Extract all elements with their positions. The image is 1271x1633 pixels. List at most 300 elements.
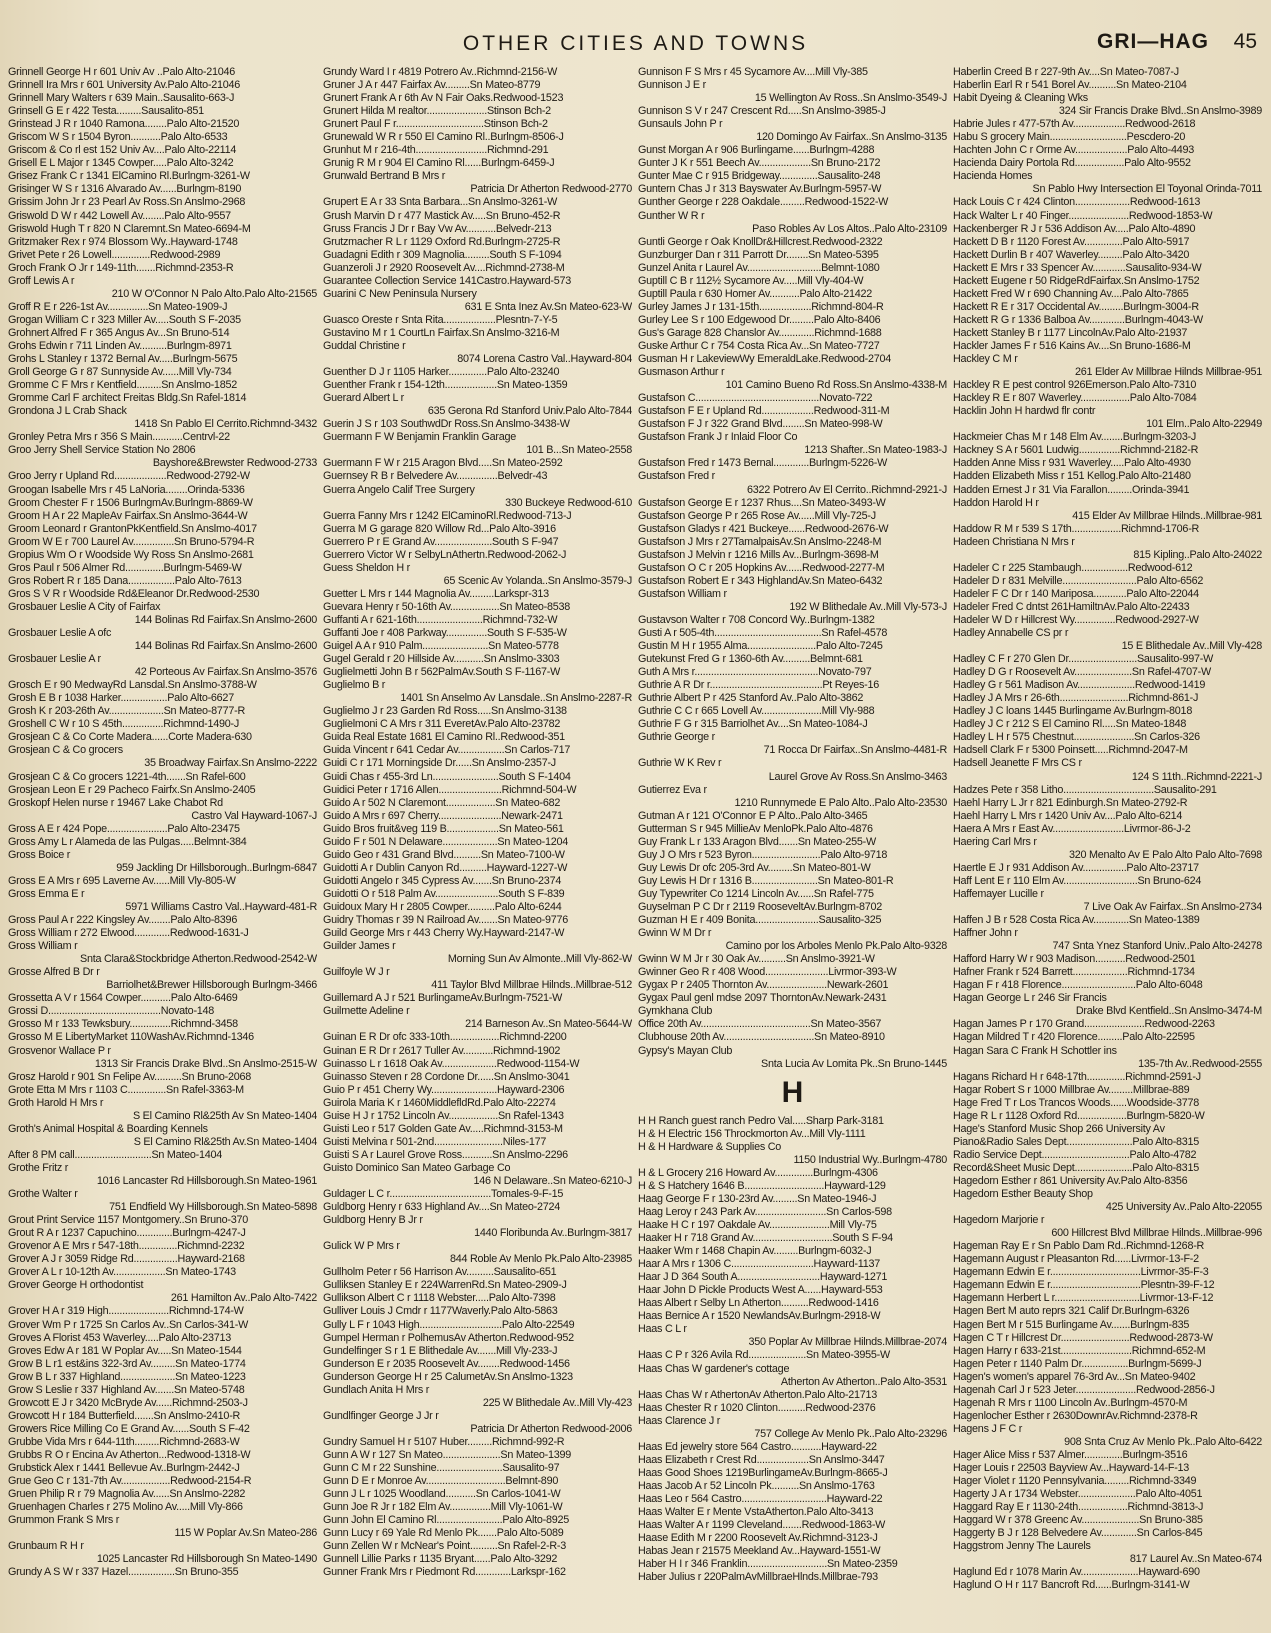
listing-entry: Haar John D Pickle Products West A......Hayward-553 [638, 1284, 883, 1297]
listing-entry: Gusti A r 505-4th.......................................Sn Rafel-4578 [638, 627, 888, 640]
listing-entry: Record&Sheet Music Dept.....................Palo Alto-8315 [953, 1161, 1199, 1174]
listing-entry: Growcott H r 184 Butterfield.......Sn Anslmo-2410-R [8, 1409, 241, 1422]
listing-entry: Gustafson Robert E r 343 HighlandAv.Sn Mateo-6432 [638, 574, 883, 587]
listing-entry: Hagenlocher Esther r 2630DownrAv.Richmnd-2378-R [953, 1409, 1198, 1422]
listing-entry: Grosvenor Wallace P r [8, 1044, 111, 1057]
listing-entry: Hagedorn Esther Beauty Shop [953, 1188, 1093, 1201]
listing-entry: Grover H A r 319 High......................Richmnd-174-W [8, 1305, 244, 1318]
listing-entry: 1418 Sn Pablo El Cerrito.Richmnd-3432 [134, 418, 317, 431]
listing-entry: Hadeler W D r Hillcrest Wy...............Redwood-2927-W [953, 613, 1199, 626]
listing-entry: Gundry Samuel H r 5107 Huber.........Richmnd-992-R [323, 1435, 565, 1448]
listing-entry: Hackett D B r 1120 Forest Av..............Palo Alto-5917 [953, 235, 1190, 248]
listing-entry: Guinasso L r 1618 Oak Av....................Redwood-1154-W [323, 1057, 580, 1070]
listing-entry: 415 Elder Av Millbrae Hilnds..Millbrae-981 [1072, 509, 1262, 522]
listing-entry: 425 University Av..Palo Alto-22055 [1105, 1201, 1262, 1214]
listing-entry: Grummon Frank S Mrs r [8, 1514, 120, 1527]
listing-entry: Grinnell Mary Walters r 639 Main..Sausalito-663-J [8, 92, 235, 105]
listing-entry: Hagedorn Esther r 861 University Av.Palo Alto-8356 [953, 1174, 1188, 1187]
listing-entry: Hadeler C r 225 Stambaugh.................Redwood-612 [953, 561, 1193, 574]
listing-entry: Griscom & Co rl est 152 Univ Av....Palo Alto-22114 [8, 144, 237, 157]
listing-entry: Hadsell Jeanette F Mrs CS r [953, 757, 1082, 770]
listing-entry: Gros S V R r Woodside Rd&Eleanor Dr.Redwood-2530 [8, 587, 260, 600]
listing-entry: Grosh E B r 1038 Harker.................Palo Alto-6627 [8, 692, 234, 705]
listing-entry: Guido F r 501 N Delaware....................Sn Mateo-1204 [323, 835, 568, 848]
listing-entry: Gunn Zellen W r McNear's Point..........Sn Rafel-2-R-3 [323, 1540, 566, 1553]
listing-entry: Haglund Ed r 1078 Marin Av.....................Hayward-690 [953, 1566, 1200, 1579]
listing-entry: Morning Sun Av Almonte..Mill Vly-862-W [447, 953, 632, 966]
listing-entry: Hagen Bert M r 515 Burlingame Av.......Burlngm-835 [953, 1318, 1190, 1331]
listing-entry: Guido Bros fruit&veg 119 B...................Sn Mateo-561 [323, 822, 564, 835]
listing-entry: Gross William r [8, 940, 78, 953]
listing-entry: Hadley Annabelle CS pr r [953, 627, 1069, 640]
listing-entry: Gullholm Peter r 56 Harrison Av..........Sausalito-651 [323, 1266, 557, 1279]
listing-entry: Hage R L r 1128 Oxford Rd..................Burlngm-5820-W [953, 1109, 1205, 1122]
listing-entry: Office 20th Av........................................Sn Mateo-3567 [638, 1018, 882, 1031]
listing-entry: Guinasso Steven r 28 Cordone Dr......Sn Anslmo-3041 [323, 1070, 570, 1083]
listing-entry: Grout Print Service 1157 Montgomery..Sn Bruno-370 [8, 1214, 249, 1227]
listing-entry: Snta Clara&Stockbridge Atherton.Redwood-2542-W [80, 953, 317, 966]
listing-entry: Guermann F W r 215 Aragon Blvd.....Sn Mateo-2592 [323, 457, 563, 470]
listing-entry: Guntli George r Oak KnollDr&Hillcrest.Redwood-2322 [638, 235, 883, 248]
listing-entry: Guisti S A r Laurel Grove Ross...........Sn Anslmo-2296 [323, 1148, 568, 1161]
listing-entry: H & S Hatchery 1646 B.............................Hayward-129 [638, 1179, 886, 1192]
listing-entry: Grover George H orthodontist [8, 1279, 144, 1292]
listing-entry: Gutterman S r 945 MillieAv MenloPk.Palo Alto-4876 [638, 822, 873, 835]
listing-entry: Groom Leonard r GrantonPkKentfield.Sn Anslmo-4017 [8, 522, 257, 535]
listing-entry: Gymkhana Club [638, 1005, 713, 1018]
listing-entry: Haber H I r 346 Franklin.............................Sn Mateo-2359 [638, 1558, 898, 1571]
listing-entry: Haas Clarence J r [638, 1414, 721, 1427]
listing-entry: Guerin J S r 103 SouthwdDr Ross.Sn Anslmo-3438-W [323, 418, 570, 431]
listing-entry: Gunn C M r 22 Sunshine........................Sausalito-97 [323, 1462, 560, 1475]
listing-entry: Guglielmo B r [323, 679, 386, 692]
listing-entry: 135-7th Av..Redwood-2555 [1138, 1057, 1262, 1070]
listing-entry: Guldborg Henry r 633 Highland Av....Sn Mateo-2724 [323, 1201, 561, 1214]
listing-entry: Castro Val Hayward-1067-J [191, 809, 317, 822]
listing-entry: Hadden Elizabeth Miss r 151 Kellog.Palo Alto-21480 [953, 470, 1191, 483]
listing-entry: Grover A L r 10-12th Av...................Sn Mateo-1743 [8, 1266, 236, 1279]
listing-entry: 225 W Blithedale Av..Mill Vly-423 [482, 1396, 632, 1409]
listing-entry: Atherton Av Atherton..Palo Alto-3531 [780, 1375, 947, 1388]
listing-entry: Hackett E Mrs r 33 Spencer Av............Sausalito-934-W [953, 261, 1202, 274]
listing-entry: Gusmason Arthur r [638, 366, 725, 379]
listing-entry: Barriolhet&Brewer Hillsborough Burlngm-3466 [106, 979, 317, 992]
listing-entry: Grosch E r 90 MedwayRd Lansdal.Sn Anslmo-3788-W [8, 679, 257, 692]
listing-entry: 324 Sir Francis Drake Blvd..Sn Anslmo-3989 [1058, 105, 1262, 118]
listing-entry: 817 Laurel Av..Sn Mateo-674 [1129, 1553, 1262, 1566]
listing-entry: Grunwald Bertrand B Mrs r [323, 170, 446, 183]
listing-entry: Gunderson E r 2035 Roosevelt Av........Redwood-1456 [323, 1357, 570, 1370]
listing-entry: 635 Gerona Rd Stanford Univ.Palo Alto-7844 [427, 405, 632, 418]
listing-entry: Gunnison S V r 247 Crescent Rd.....Sn Anslmo-3985-J [638, 105, 886, 118]
listing-entry: Hadley J C loans 1445 Burlingame Av.Burlngm-8018 [953, 705, 1193, 718]
listing-entry: Gros Paul r 506 Almer Rd..............Burlngm-5469-W [8, 561, 242, 574]
listing-entry: Clubhouse 20th Av.................................Sn Mateo-8910 [638, 1031, 885, 1044]
listing-entry: 1150 Industrial Wy..Burlngm-4780 [793, 1153, 947, 1166]
listing-entry: Hackett Fred W r 690 Channing Av....Palo Alto-7865 [953, 287, 1189, 300]
listing-entry: Grinnell George H r 601 Univ Av ..Palo Alto-21046 [8, 66, 236, 78]
listing-entry: Hagedorn Marjorie r [953, 1214, 1045, 1227]
listing-entry: 214 Barneson Av..Sn Mateo-5644-W [465, 1018, 632, 1031]
listing-entry: Guevara Henry r 50-16th Av..................Sn Mateo-8538 [323, 600, 571, 613]
listing-entry: Gronley Petra Mrs r 356 S Main...........Centrvl-22 [8, 431, 230, 444]
listing-entry: Gwinner Geo R r 408 Wood.......................Livrmor-393-W [638, 966, 897, 979]
listing-entry: Guthrie Albert P r 425 Stanford Av..Palo Alto-3862 [638, 692, 864, 705]
listing-entry: Grosjean C & Co grocers [8, 744, 123, 757]
listing-entry: Hager Louis r 22503 Bayview Av...Hayward-14-F-13 [953, 1462, 1190, 1475]
listing-entry: Guffanti A r 621-16th........................Richmnd-732-W [323, 613, 558, 626]
listing-entry: Griswold Hugh T r 820 N Claremnt.Sn Mateo-6694-M [8, 222, 251, 235]
listing-entry: Guilmette Adeline r [323, 1005, 410, 1018]
listing-entry: 411 Taylor Blvd Millbrae Hilnds..Millbrae-512 [431, 979, 632, 992]
listing-entry: Gustafson George P r 265 Rose Av......Mill Vly-725-J [638, 509, 876, 522]
listing-entry: Haaker H r 718 Grand Av.............................South S F-94 [638, 1232, 893, 1245]
listing-entry: 120 Domingo Av Fairfax..Sn Anslmo-3135 [756, 131, 947, 144]
listing-entry: Haggard W r 378 Greenc Av.....................Sn Bruno-385 [953, 1514, 1203, 1527]
listing-entry: Guilfoyle W J r [323, 966, 390, 979]
listing-entry: H & H Electric 156 Throckmorton Av...Mill Vly-1111 [638, 1127, 866, 1140]
listing-entry: Grutzmacher R L r 1129 Oxford Rd.Burlngm-2725-R [323, 235, 561, 248]
listing-entry: Grosjean C & Co grocers 1221-4th.......Sn Rafel-600 [8, 770, 246, 783]
listing-entry: Haas C P r 326 Avila Rd.....................Sn Mateo-3955-W [638, 1349, 890, 1362]
listing-entry: Gunter Mae C r 915 Bridgeway..............Sausalito-248 [638, 170, 881, 183]
column-4 [953, 66, 1262, 1626]
listing-entry: Gustafson Fred r [638, 470, 716, 483]
listing-entry: Hagan Mildred T r 420 Florence.........Palo Alto-22595 [953, 1031, 1195, 1044]
listing-entry: Hagenah R Mrs r 1100 Lincoln Av..Burlngm-4570-M [953, 1396, 1188, 1409]
listing-entry: S El Camino Rl&25th Av.Sn Mateo-1404 [133, 1135, 317, 1148]
listing-entry: Haas Ed jewelry store 564 Castro...........Hayward-22 [638, 1440, 877, 1453]
listing-entry: Grote Etta M Mrs r 1103 C..............Sn Rafel-3363-M [8, 1083, 244, 1096]
listing-entry: Paso Robles Av Los Altos..Palo Alto-23109 [752, 222, 947, 235]
listing-entry: Gutierrez Eva r [638, 783, 707, 796]
listing-entry: Guida Real Estate 1681 El Camino Rl..Redwood-351 [323, 731, 565, 744]
listing-entry: Hagans Richard H r 648-17th..............Richmnd-2591-J [953, 1070, 1201, 1083]
listing-entry: Guglielmoni C A Mrs r 311 EveretAv.Palo Alto-23782 [323, 718, 561, 731]
listing-entry: Guy Lewis H Dr r 1316 B........................Sn Mateo-801-R [638, 874, 894, 887]
listing-entry: Gustavson Walter r 708 Concord Wy..Burlngm-1382 [638, 613, 875, 626]
listing-entry: Hager Violet r 1120 Pennsylvania.........Richmnd-3349 [953, 1475, 1197, 1488]
listing-entry: 1016 Lancaster Rd Hillsborough.Sn Mateo-1961 [96, 1174, 317, 1187]
listing-entry: Haera A Mrs r East Av..........................Livrmor-86-J-2 [953, 822, 1191, 835]
listing-entry: Gustafson F J r 322 Grand Blvd........Sn Mateo-998-W [638, 418, 883, 431]
listing-entry: Gustafson Gladys r 421 Buckeye......Redwood-2676-W [638, 522, 889, 535]
listing-entry: 757 College Av Menlo Pk..Palo Alto-23296 [754, 1427, 947, 1440]
listing-entry: Hadley C F r 270 Glen Dr.........................Sausalito-997-W [953, 653, 1214, 666]
listing-entry: Hagen Harry r 633-21st..........................Richmnd-652-M [953, 1344, 1206, 1357]
listing-entry: Haas Chester R r 1020 Clinton..........Redwood-2376 [638, 1401, 876, 1414]
listing-entry: Hackley C M r [953, 353, 1018, 366]
listing-entry: 5971 Williams Castro Val..Hayward-481-R [125, 901, 317, 913]
listing-entry: 751 Endfield Wy Hillsborough.Sn Mateo-5898 [109, 1201, 317, 1214]
listing-entry: Grunhut M r 216-4th..........................Richmnd-291 [323, 144, 549, 157]
listing-entry: 8074 Lorena Castro Val..Hayward-804 [457, 353, 632, 366]
listing-entry: Gunsauls John P r [638, 118, 723, 131]
listing-entry: Gurley Lee S r 100 Edgewood Dr.........Palo Alto-8406 [638, 313, 881, 326]
listing-entry: 101 Camino Bueno Rd Ross.Sn Anslmo-4338-M [725, 379, 947, 392]
listing-entry: Bayshore&Brewster Redwood-2733 [152, 457, 317, 470]
listing-entry: Guffanti Joe r 408 Parkway...............South S F-535-W [323, 627, 567, 640]
listing-entry: Grohs L Stanley r 1372 Bernal Av.....Burlngm-5675 [8, 353, 238, 366]
listing-entry: 261 Elder Av Millbrae Hilnds Millbrae-951 [1075, 366, 1262, 379]
listing-entry: Gustafson William r [638, 587, 727, 600]
listing-entry: Groth Harold H Mrs r [8, 1096, 104, 1109]
listing-entry: 844 Roble Av Menlo Pk.Palo Alto-23985 [449, 1253, 632, 1266]
listing-entry: Hackley R E r 807 Waverley..................Palo Alto-7084 [953, 392, 1197, 405]
listing-entry: Grout R A r 1237 Capuchino.............Burlngm-4247-J [8, 1227, 246, 1240]
listing-entry: Guidici Peter r 1716 Allen.......................Richmnd-504-W [323, 783, 577, 796]
listing-entry: Hagan Sara C Frank H Schottler ins [953, 1044, 1117, 1057]
listing-entry: Guidoux Mary H r 2805 Cowper..........Palo Alto-6244 [323, 901, 562, 913]
listing-entry: Gustin M H r 1955 Alma.........................Palo Alto-7245 [638, 640, 883, 653]
listing-entry: Hagemann Edwin E r.................................Plesntn-39-F-12 [953, 1279, 1215, 1292]
listing-entry: Haar J D 364 South A..............................Hayward-1271 [638, 1271, 888, 1284]
listing-entry: Patricia Dr Atherton Redwood-2006 [470, 1422, 632, 1435]
listing-entry: Groves Edw A r 181 W Poplar Av.....Sn Mateo-1544 [8, 1344, 242, 1357]
listing-entry: Guglielmetti John B r 562PalmAv.South S F-1167-W [323, 666, 561, 679]
listing-entry: Hadley L H r 575 Chestnut......................Sn Carlos-326 [953, 731, 1200, 744]
listing-entry: Guido A r 502 N Claremont..................Sn Mateo-682 [323, 796, 561, 809]
listing-entry: Hadley J C r 212 S El Camino Rl.....Sn Mateo-1848 [953, 718, 1187, 731]
listing-entry: Guinan E R Dr r 2617 Tuller Av...........Richmnd-1902 [323, 1044, 561, 1057]
listing-entry: Grosz Harold r 901 Sn Felipe Av..........Sn Bruno-2068 [8, 1070, 251, 1083]
listing-entry: Groff R E r 226-1st Av...............Sn Mateo-1909-J [8, 300, 228, 313]
listing-entry: Groves A Florist 453 Waverley.....Palo Alto-23713 [8, 1331, 231, 1344]
listing-entry: Grover A J r 3059 Ridge Rd................Hayward-2168 [8, 1253, 245, 1266]
listing-entry: Hagen C T r Hillcrest Dr.........................Redwood-2873-W [953, 1331, 1213, 1344]
listing-entry: Guerra Angelo Calif Tree Surgery [323, 483, 475, 496]
listing-entry: Haas Jacob A r 52 Lincoln Pk..........Sn Anslmo-1763 [638, 1479, 875, 1492]
listing-entry: Gross William r 272 Elwood.............Redwood-1631-J [8, 927, 249, 940]
listing-entry: Grush Marvin D r 477 Mastick Av.....Sn Bruno-452-R [323, 209, 561, 222]
listing-entry: Gruss Francis J Dr r Bay Vw Av...........Belvedr-213 [323, 222, 552, 235]
listing-entry: Grisell E L Major r 1345 Cowper.....Palo Alto-3242 [8, 157, 234, 170]
listing-entry: Haber Julius r 220PalmAvMillbraeHlnds.Millbrae-793 [638, 1571, 878, 1584]
listing-entry: Grundy A S W r 337 Hazel.................Sn Bruno-355 [8, 1566, 239, 1579]
listing-entry: Gruen Philip R r 79 Magnolia Av......Sn Anslmo-2282 [8, 1488, 246, 1501]
listing-entry: Guy Frank L r 133 Aragon Blvd.......Sn Mateo-255-W [638, 835, 876, 848]
listing-entry: Gully L F r 1043 High..............................Palo Alto-22549 [323, 1318, 575, 1331]
listing-entry: 124 S 11th..Richmnd-2221-J [1131, 770, 1262, 783]
listing-entry: Gurley James J r 131-15th...................Richmnd-804-R [638, 300, 884, 313]
listing-entry: Hadley D G r Roosevelt Av.....................Sn Rafel-4707-W [953, 666, 1211, 679]
listing-entry: Haas Walter E r Mente VstaAtherton.Palo Alto-3413 [638, 1506, 874, 1519]
listing-entry: Habit Dyeing & Cleaning Wks [953, 92, 1088, 105]
listing-entry: Gundelfinger S r 1 E Blithedale Av.......Mill Vly-233-J [323, 1344, 558, 1357]
listing-entry: 210 W O'Connor N Palo Alto.Palo Alto-21565 [111, 287, 317, 300]
listing-entry: 144 Bolinas Rd Fairfax.Sn Anslmo-2600 [134, 613, 317, 626]
listing-entry: Groth's Animal Hospital & Boarding Kennels [8, 1122, 208, 1135]
listing-entry: Gus's Garage 828 Chanslor Av.............Richmnd-1688 [638, 326, 882, 339]
listing-entry: Hage Fred T r Los Trancos Woods......Woodside-3778 [953, 1096, 1199, 1109]
listing-entry: Hackmeier Chas M r 148 Elm Av........Burlngm-3203-J [953, 431, 1197, 444]
listing-entry: Guasco Oreste r Snta Rita...................Plesntn-7-Y-5 [323, 313, 558, 326]
listing-entry: Grohnert Alfred F r 365 Angus Av...Sn Bruno-514 [8, 326, 230, 339]
listing-entry: Haffner John r [953, 927, 1018, 940]
listing-entry: 42 Porteous Av Fairfax.Sn Anslmo-3576 [134, 666, 317, 679]
listing-entry: Guyselman P C Dr r 2119 RooseveltAv.Burlngm-8702 [638, 901, 883, 913]
listing-entry: Gypsy's Mayan Club [638, 1044, 733, 1057]
listing-entry: Haffen J B r 528 Costa Rica Av.............Sn Mateo-1389 [953, 914, 1200, 927]
listing-entry: 747 Snta Ynez Stanford Univ..Palo Alto-24278 [1052, 940, 1262, 953]
listing-entry: Gustafson Frank J r Inlaid Floor Co [638, 431, 798, 444]
listing-entry: After 8 PM call............................Sn Mateo-1404 [8, 1148, 223, 1161]
listing-entry: Gross A E r 424 Pope......................Palo Alto-23475 [8, 822, 240, 835]
listing-entry: Hackenberger R J r 536 Addison Av.....Palo Alto-4890 [953, 222, 1196, 235]
listing-entry: Gustafson C.............................................Novato-722 [638, 392, 873, 405]
listing-entry: 600 Hillcrest Blvd Millbrae Hilnds..Millbrae-996 [1051, 1227, 1262, 1240]
listing-entry: Gustafson J Melvin r 1216 Mills Av...Burlngm-3698-M [638, 548, 879, 561]
listing-entry: Hackett R G r 1336 Balboa Av.............Burlngm-4043-W [953, 313, 1203, 326]
listing-entry: Haake H C r 197 Oakdale Av......................Mill Vly-75 [638, 1218, 877, 1231]
listing-entry: Groo Jerry Shell Service Station No 2806 [8, 444, 196, 457]
listing-entry: Guillemard A J r 521 BurlingameAv.Burlngm-7521-W [323, 992, 563, 1005]
listing-entry: Gulick W P Mrs r [323, 1240, 400, 1253]
listing-entry: Hackett Eugene r 50 RidgeRdFairfax.Sn Anslmo-1752 [953, 274, 1200, 287]
listing-entry: Camino por los Arboles Menlo Pk.Palo Alto-9328 [725, 940, 947, 953]
listing-entry: Gros Robert R r 185 Dana.................Palo Alto-7613 [8, 574, 242, 587]
listing-entry: Haggstrom Jenny The Laurels [953, 1540, 1091, 1553]
listing-entry: Laurel Grove Av Ross.Sn Anslmo-3463 [768, 770, 947, 783]
listing-entry: Guthrie F G r 315 Barriolhet Av....Sn Mateo-1084-J [638, 718, 868, 731]
listing-entry: Groll George G r 87 Sunnyside Av......Mill Vly-734 [8, 366, 232, 379]
listing-entry: 146 N Delaware..Sn Mateo-6210-J [473, 1174, 632, 1187]
listing-entry: Gunn John El Camino Rl........................Palo Alto-8925 [323, 1514, 570, 1527]
listing-entry: Guess Sheldon H r [323, 561, 410, 574]
listing-entry: Grosso M E LibertyMarket 110WashAv.Richmnd-1346 [8, 1031, 254, 1044]
listing-entry: Gustafson George E r 1237 Rhus....Sn Mateo-3493-W [638, 496, 886, 509]
listing-entry: Gunther George r 228 Oakdale.........Redwood-1522-W [638, 196, 889, 209]
listing-entry: Guntern Chas J r 313 Bayswater Av.Burlngm-5957-W [638, 183, 882, 196]
listing-entry: Guerra Fanny Mrs r 1242 ElCaminoRl.Redwood-713-J [323, 509, 572, 522]
listing-entry: Guarini C New Peninsula Nursery [323, 287, 477, 300]
listing-entry: Haag Leroy r 243 Park Av..........................Sn Carlos-598 [638, 1205, 892, 1218]
listing-entry: Griscom W S r 1504 Byron...........Palo Alto-6533 [8, 131, 228, 144]
listing-columns [8, 66, 1263, 1626]
listing-entry: Haas Chas W r AthertonAv Atherton.Palo Alto-21713 [638, 1388, 878, 1401]
listing-entry: Haggerty B J r 128 Belvedere Av.............Sn Carlos-845 [953, 1527, 1203, 1540]
listing-entry: Gropius Wm O r Woodside Wy Ross Sn Anslmo-2681 [8, 548, 254, 561]
listing-entry: Guenther D J r 1105 Harker..............Palo Alto-23240 [323, 366, 560, 379]
listing-entry: Hacklin John H hardwd flr contr [953, 405, 1096, 418]
listing-entry: Grosso M r 133 Tewksbury...............Richmnd-3458 [8, 1018, 238, 1031]
listing-entry: Gulliver Louis J Cmdr r 1177Waverly.Palo Alto-5863 [323, 1305, 558, 1318]
listing-entry: S El Camino Rl&25th Av Sn Mateo-1404 [132, 1109, 317, 1122]
listing-entry: Grunert Hilda M realtor......................Stinson Bch-2 [323, 105, 551, 118]
listing-entry: Guthrie C C r 665 Lovell Av......................Mill Vly-988 [638, 705, 875, 718]
listing-entry: Guisti Melvina r 501-2nd.........................Niles-177 [323, 1135, 547, 1148]
listing-entry: Grondona J L Crab Shack [8, 405, 127, 418]
listing-entry: Grisez Frank C r 1341 ElCamino Rl.Burlngm-3261-W [8, 170, 250, 183]
listing-entry: Gusman H r LakeviewWy EmeraldLake.Redwood-2704 [638, 353, 892, 366]
listing-entry: Gustafson F E r Upland Rd...................Redwood-311-M [638, 405, 890, 418]
listing-entry: Haff Lent E r 110 Elm Av...........................Sn Bruno-624 [953, 874, 1202, 887]
listing-entry: 350 Poplar Av Millbrae Hilnds.Millbrae-2074 [748, 1336, 947, 1349]
listing-entry: Guzman H E r 409 Bonita.......................Sausalito-325 [638, 914, 882, 927]
listing-entry: Guy J O Mrs r 523 Byron.........................Palo Alto-9718 [638, 848, 888, 861]
listing-entry: H H Ranch guest ranch Pedro Val.....Sharp Park-3181 [638, 1114, 884, 1127]
listing-entry: 71 Rocca Dr Fairfax..Sn Anslmo-4481-R [763, 744, 947, 757]
listing-entry: Haas Bernice A r 1520 NewlandsAv.Burlngm-2918-W [638, 1310, 881, 1323]
listing-entry: Griswold D W r 442 Lowell Av........Palo Alto-9557 [8, 209, 231, 222]
listing-entry: Hadeler D r 831 Melville...........................Palo Alto-6562 [953, 574, 1204, 587]
listing-entry: Gunnison F S Mrs r 45 Sycamore Av....Mill Vly-385 [638, 66, 868, 78]
alpha-range: GRI—HAG [1097, 30, 1209, 53]
listing-entry: Guio P r 451 Cherry Wy........................Hayward-2306 [323, 1083, 565, 1096]
listing-entry: Guerrero P r E Grand Av.....................South S F-947 [323, 535, 559, 548]
listing-entry: Gunn Joe R Jr r 182 Elm Av...............Mill Vly-1061-W [323, 1501, 563, 1514]
listing-entry: Gullikson Albert C r 1118 Webster.....Palo Alto-7398 [323, 1292, 556, 1305]
listing-entry: Gunter J K r 551 Beech Av...................Sn Bruno-2172 [638, 157, 881, 170]
listing-entry: Gustafson J Mrs r 27TamalpaisAv.Sn Anslmo-2248-M [638, 535, 882, 548]
listing-entry: Gunst Morgan A r 906 Burlingame......Burlngm-4288 [638, 144, 875, 157]
page-title: OTHER CITIES AND TOWNS [462, 32, 809, 55]
listing-entry: Guido A Mrs r 697 Cherry.......................Newark-2471 [323, 809, 563, 822]
listing-entry: Growcott E J r 3420 McBryde Av......Richmnd-2503-J [8, 1396, 248, 1409]
listing-entry: Gygax P r 2405 Thornton Av......................Newark-2601 [638, 979, 889, 992]
listing-entry: Haas Chas W gardener's cottage [638, 1362, 790, 1375]
listing-entry: Guirola Maria K r 1460MiddlefldRd.Palo Alto-22274 [323, 1096, 556, 1109]
listing-entry: Hafford Harry W r 903 Madison...........Redwood-2501 [953, 953, 1196, 966]
listing-entry: Haertle E J r 931 Addison Av................Palo Alto-23717 [953, 861, 1199, 874]
listing-entry: Gundlach Anita H Mrs r [323, 1383, 430, 1396]
listing-entry: Guisto Dominico San Mateo Garbage Co [323, 1161, 511, 1174]
listing-entry: Haddow R M r 539 S 17th..................Richmnd-1706-R [953, 522, 1200, 535]
listing-entry: Growers Rice Milling Co E Grand Av......South S F-42 [8, 1422, 250, 1435]
listing-entry: Grosjean C & Co Corte Madera......Corte Madera-630 [8, 731, 252, 744]
listing-entry: Gunnell Lillie Parks r 1135 Bryant......Palo Alto-3292 [323, 1553, 558, 1566]
listing-entry: Grivet Pete r 26 Lowell..............Redwood-2989 [8, 248, 221, 261]
column-2 [323, 66, 632, 1626]
listing-entry: Guldager L C r.....................................Tomales-9-F-15 [323, 1188, 564, 1201]
listing-entry: Habas Jean r 21575 Meekland Av...Hayward-1551-W [638, 1545, 881, 1558]
listing-entry: Grinsell G E r 422 Testa.........Sausalito-851 [8, 105, 204, 118]
listing-entry: Hagan James P r 170 Grand......................Redwood-2263 [953, 1018, 1215, 1031]
listing-entry: Gunther W R r [638, 209, 705, 222]
listing-entry: Grue Geo C r 131-7th Av..................Redwood-2154-R [8, 1475, 252, 1488]
listing-entry: Grosbauer Leslie A r [8, 653, 101, 666]
listing-entry: Guilder James r [323, 940, 396, 953]
listing-entry: H & L Grocery 216 Howard Av..............Burlngm-4306 [638, 1166, 878, 1179]
listing-entry: Guise H J r 1752 Lincoln Av..................Sn Rafel-1343 [323, 1109, 564, 1122]
listing-entry: Gugel Gerald r 20 Hillside Av...........Sn Anslmo-3303 [323, 653, 560, 666]
listing-entry: Haffemayer Lucille r [953, 887, 1044, 900]
listing-entry: 101 Elm..Palo Alto-22949 [1146, 418, 1262, 431]
listing-entry: 15 E Blithedale Av..Mill Vly-428 [1121, 640, 1262, 653]
listing-entry: Hacienda Homes [953, 170, 1033, 183]
listing-entry: Grosse Alfred B Dr r [8, 966, 100, 979]
listing-entry: 1313 Sir Francis Drake Blvd..Sn Anslmo-2515-W [94, 1057, 317, 1070]
listing-entry: 192 W Blithedale Av..Mill Vly-573-J [789, 600, 947, 613]
listing-entry: Grosh K r 203-26th Av....................Sn Mateo-8777-R [8, 705, 246, 718]
listing-entry: Guadagni Edith r 309 Magnolia.........South S F-1094 [323, 248, 562, 261]
listing-entry: Haglund O H r 117 Bancroft Rd......Burlngm-3141-W [953, 1579, 1190, 1592]
listing-entry: Guglielmo J r 23 Garden Rd Ross.....Sn Anslmo-3138 [323, 705, 567, 718]
listing-entry: Groshell C W r 10 S 45th...............Richmnd-1490-J [8, 718, 239, 731]
listing-entry: 815 Kipling..Palo Alto-24022 [1133, 548, 1262, 561]
listing-entry: Haehl Harry L Mrs r 1420 Univ Av....Palo Alto-6214 [953, 809, 1183, 822]
listing-entry: Grossetta A V r 1564 Cowper...........Palo Alto-6469 [8, 992, 238, 1005]
listing-entry: Groom Chester F r 1506 BurlngmAv.Burlngm-8869-W [8, 496, 253, 509]
listing-entry: Guth A Mrs r.............................................Novato-797 [638, 666, 872, 679]
listing-entry: Gruenhagen Charles r 275 Molino Av.....Mill Vly-866 [8, 1501, 243, 1514]
listing-entry: Guthrie W K Rev r [638, 757, 722, 770]
listing-entry: Hadeler Fred C dntst 261HamiltnAv.Palo Alto-22433 [953, 600, 1190, 613]
listing-entry: Hack Louis C r 424 Clinton....................Redwood-1613 [953, 196, 1201, 209]
listing-entry: Gygax Paul genl mdse 2097 ThorntonAv.Newark-2431 [638, 992, 887, 1005]
listing-entry: 15 Wellington Av Ross..Sn Anslmo-3549-J [754, 92, 947, 105]
listing-entry: Hackett Stanley B r 1177 LincolnAv.Palo Alto-21937 [953, 326, 1188, 339]
